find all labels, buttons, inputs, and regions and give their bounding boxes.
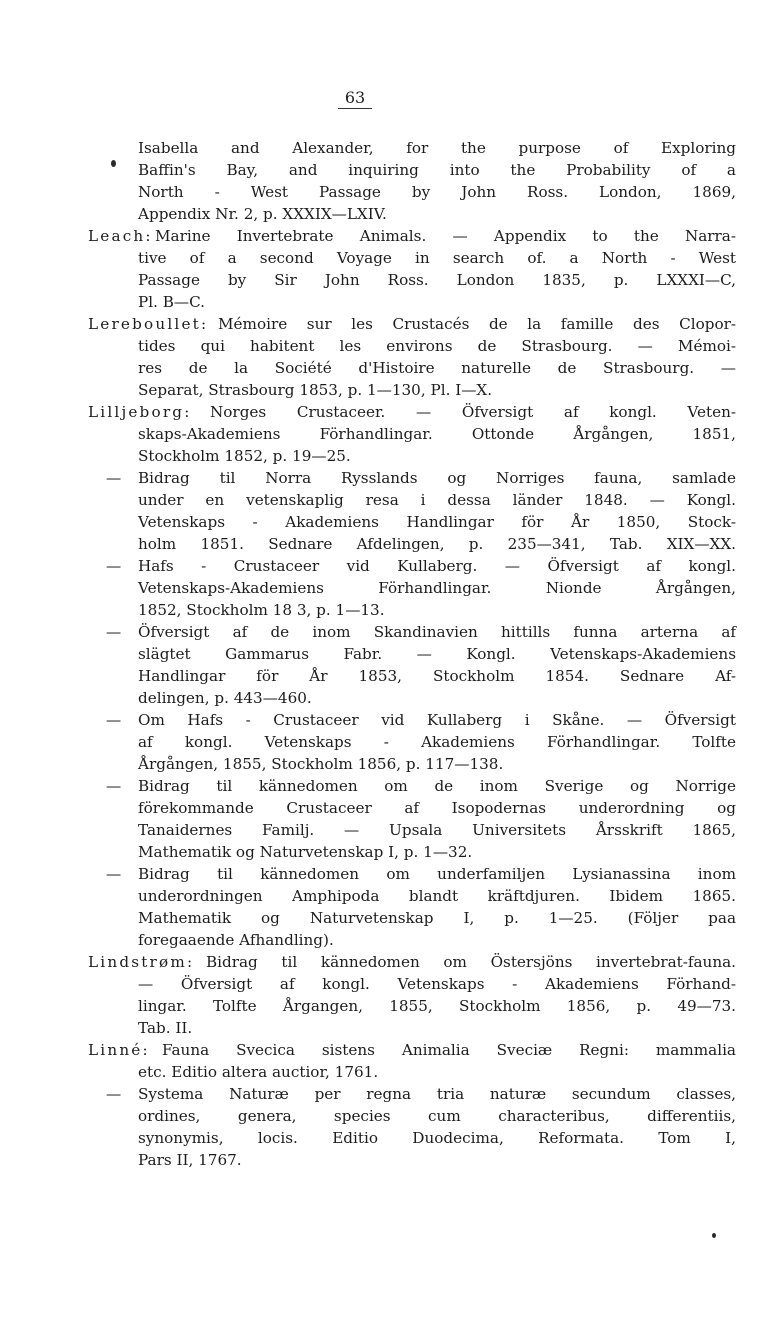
entry-line: Bidrag til kännedomen om Östersjöns invertebrat-fauna.: [206, 953, 736, 971]
entry-line: Hafs - Crustaceer vid Kullaberg. — Öfversigt af kongl.: [138, 557, 736, 575]
entry-line: Vetenskaps-Akademiens Förhandlingar. Nionde Årgången,: [138, 579, 736, 597]
entry-line: Mathematik og Naturvetenskap I, p. 1—25. (Följer paa: [138, 909, 736, 927]
ditto-dash: —: [106, 557, 122, 575]
entry-author: Leach:: [88, 227, 153, 245]
entry-line: Bidrag til kännedomen om underfamiljen Lysianassina inom: [138, 865, 736, 883]
entry-line: Pars II, 1767.: [138, 1151, 242, 1169]
entry-line: tive of a second Voyage in search of. a North - West: [138, 249, 736, 267]
entry-line: Separat, Strasbourg 1853, p. 1—130, Pl. I—X.: [138, 381, 493, 399]
ditto-dash: —: [106, 623, 122, 641]
ditto-dash: —: [106, 469, 122, 487]
entry-author: Linné:: [88, 1041, 150, 1059]
entry-line: Tanaidernes Familj. — Upsala Universitets Årsskrift 1865,: [138, 821, 736, 839]
entry-line: Om Hafs - Crustaceer vid Kullaberg i Skåne. — Öfversigt: [138, 711, 736, 729]
entry-line: 1852, Stockholm 18 3, p. 1—13.: [138, 601, 385, 619]
entry-line: Systema Naturæ per regna tria naturæ secundum classes,: [138, 1085, 736, 1103]
entry-line: lingar. Tolfte Årgangen, 1855, Stockholm 1856, p. 49—73.: [138, 997, 736, 1015]
margin-mark-bottom: [712, 1233, 716, 1238]
page-number: 63: [338, 88, 372, 109]
entry-author: Lereboullet:: [88, 315, 209, 333]
ditto-dash: —: [106, 865, 122, 883]
entry-line: Marine Invertebrate Animals. — Appendix to the Narra-: [155, 227, 736, 245]
entry-line: Bidrag til kännedomen om de inom Sverige og Norrige: [138, 777, 736, 795]
entry-line: Öfversigt af de inom Skandinavien hittills funna arterna af: [138, 623, 736, 641]
entry-line: Mémoire sur les Crustacés de la famille des Clopor-: [218, 315, 736, 333]
entry-line: etc. Editio altera auctior, 1761.: [138, 1063, 379, 1081]
entry-line: Baffin's Bay, and inquiring into the Probability of a: [138, 161, 736, 179]
entry-line: Fauna Svecica sistens Animalia Sveciæ Regni: mammalia: [162, 1041, 736, 1059]
entry-line: tides qui habitent les environs de Strasbourg. — Mémoi-: [138, 337, 736, 355]
entry-line: Tab. II.: [138, 1019, 193, 1037]
entry-line: Passage by Sir John Ross. London 1835, p. LXXXI—C,: [138, 271, 736, 289]
entry-line: slägtet Gammarus Fabr. — Kongl. Vetenskaps-Akademiens: [138, 645, 736, 663]
entry-line: Bidrag til Norra Rysslands og Norriges fauna, samlade: [138, 469, 736, 487]
entry-line: Isabella and Alexander, for the purpose of Exploring: [138, 139, 736, 157]
entry-line: Appendix Nr. 2, p. XXXIX—LXIV.: [138, 205, 387, 223]
entry-line: Pl. B—C.: [138, 293, 205, 311]
entry-line: skaps-Akademiens Förhandlingar. Ottonde Årgången, 1851,: [138, 425, 736, 443]
entry-line: ordines, genera, species cum characteribus, differentiis,: [138, 1107, 736, 1125]
entry-line: Handlingar för År 1853, Stockholm 1854. Sednare Af-: [138, 667, 736, 685]
entry-line: res de la Société d'Histoire naturelle de Strasbourg. —: [138, 359, 736, 377]
entry-line: Mathematik og Naturvetenskap I, p. 1—32.: [138, 843, 473, 861]
entry-line: af kongl. Vetenskaps - Akademiens Förhandlingar. Tolfte: [138, 733, 736, 751]
ditto-dash: —: [106, 1085, 122, 1103]
entry-line: under en vetenskaplig resa i dessa länder 1848. — Kongl.: [138, 491, 736, 509]
margin-mark-top: [111, 160, 116, 167]
entry-line: foregaaende Afhandling).: [138, 931, 334, 949]
ditto-dash: —: [106, 711, 122, 729]
entry-author: Lindstrøm:: [88, 953, 195, 971]
entry-line: underordningen Amphipoda blandt kräftdjuren. Ibidem 1865.: [138, 887, 736, 905]
entry-line: synonymis, locis. Editio Duodecima, Reformata. Tom I,: [138, 1129, 736, 1147]
entry-line: Vetenskaps - Akademiens Handlingar för År 1850, Stock-: [138, 513, 736, 531]
entry-line: holm 1851. Sednare Afdelingen, p. 235—341, Tab. XIX—XX.: [138, 535, 736, 553]
entry-line: Stockholm 1852, p. 19—25.: [138, 447, 351, 465]
entry-line: Norges Crustaceer. — Öfversigt af kongl. Veten-: [210, 403, 736, 421]
entry-author: Lilljeborg:: [88, 403, 192, 421]
entry-line: delingen, p. 443—460.: [138, 689, 312, 707]
entry-line: förekommande Crustaceer af Isopodernas underordning og: [138, 799, 736, 817]
entry-line: — Öfversigt af kongl. Vetenskaps - Akademiens Förhand-: [138, 975, 736, 993]
ditto-dash: —: [106, 777, 122, 795]
entry-line: Årgången, 1855, Stockholm 1856, p. 117—138.: [138, 755, 504, 773]
entry-line: North - West Passage by John Ross. London, 1869,: [138, 183, 736, 201]
